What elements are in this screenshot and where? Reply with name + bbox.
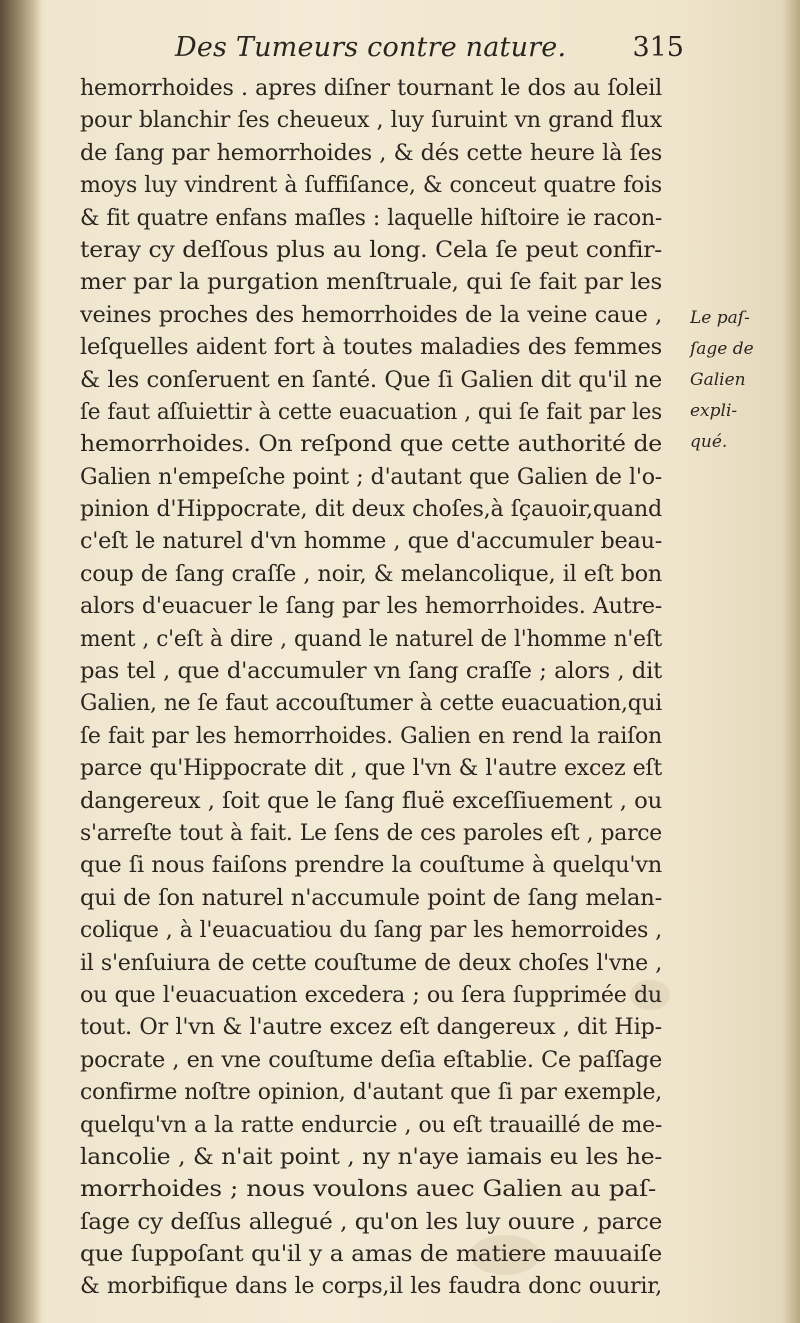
margin-note-line: expli- — [690, 401, 738, 421]
text-line: lancolie , & n'ait point , ny n'aye iamais eu les he- — [80, 1143, 662, 1170]
text-line: s'arreſte tout à fait. Le ſens de ces paroles eſt , parce — [80, 819, 662, 846]
text-line: teray cy deſſous plus au long. Cela ſe peut confir- — [80, 236, 662, 263]
text-line: que ſi nous faiſons prendre la couſtume à quelqu'vn — [80, 852, 662, 879]
book-gutter — [0, 0, 42, 1323]
text-line: coup de ſang craſſe , noir, & melancolique, il eſt bon — [80, 560, 662, 587]
text-line: ſe faut aſſuiettir à cette euacuation , qui ſe fait par les — [80, 398, 662, 425]
text-line: hemorrhoides. On reſpond que cette authorité de — [80, 431, 662, 458]
text-line: ment , c'eſt à dire , quand le naturel de l'homme n'eſt — [80, 625, 662, 652]
margin-note-line: ſage de — [690, 339, 754, 359]
text-line: tout. Or l'vn & l'autre excez eſt dangereux , dit Hip- — [80, 1014, 662, 1041]
text-line: pas tel , que d'accumuler vn ſang craſſe ; alors , dit — [80, 658, 662, 685]
text-line: parce qu'Hippocrate dit , que l'vn & l'autre excez eſt — [80, 755, 662, 782]
text-line: pocrate , en vne couſtume deſia eſtablie. Ce paſſage — [80, 1046, 662, 1073]
text-line: il s'enſuiura de cette couſtume de deux choſes l'vne , — [80, 949, 662, 976]
page-text-block — [80, 28, 684, 1303]
running-title: Des Tumeurs contre nature. — [175, 32, 567, 63]
page-edge — [782, 0, 800, 1323]
text-line: quelqu'vn a la ratte endurcie , ou eſt trauaillé de me- — [80, 1111, 662, 1138]
text-line: dangereux , ſoit que le ſang fluë exceſſiuement , ou — [80, 787, 662, 814]
page-number: 315 — [632, 32, 684, 63]
text-line: veines proches des hemorrhoides de la veine caue , — [80, 301, 662, 328]
text-line: colique , à l'euacuatiou du ſang par les hemorroides , — [80, 917, 662, 944]
text-line: ſe fait par les hemorrhoides. Galien en rend la raiſon — [80, 722, 662, 749]
text-line: c'eſt le naturel d'vn homme , que d'accumuler beau- — [80, 528, 662, 555]
text-line: & fit quatre enfans maſles : laquelle hiſtoire ie racon- — [80, 204, 662, 231]
text-line: de ſang par hemorrhoides , & dés cette heure là ſes — [80, 139, 662, 166]
text-line: mer par la purgation menſtruale, qui ſe fait par les — [80, 269, 662, 296]
text-line: ou que l'euacuation excedera ; ou ſera ſupprimée du — [80, 981, 662, 1008]
text-line: pinion d'Hippocrate, dit deux choſes,à ſçauoir,quand — [80, 496, 662, 523]
margin-note-line: Galien — [690, 370, 746, 390]
text-line: ſage cy deſſus allegué , qu'on les luy ouure , parce — [80, 1208, 662, 1235]
page-header — [80, 28, 684, 72]
text-line: & morbifique dans le corps,il les faudra donc ouurir, — [80, 1273, 662, 1300]
text-line: confirme noſtre opinion, d'autant que ſi par exemple, — [80, 1079, 662, 1106]
text-line: alors d'euacuer le ſang par les hemorrhoides. Autre- — [80, 593, 662, 620]
text-line: leſquelles aident fort à toutes maladies des femmes — [80, 334, 663, 361]
body-text — [80, 72, 680, 1303]
text-line: moys luy vindrent à ſuffiſance, & conceut quatre fois — [80, 172, 662, 199]
text-line: pour blanchir ſes cheueux , luy ſuruint vn grand flux — [80, 107, 662, 134]
margin-note-line: qué. — [690, 432, 728, 452]
text-line: morrhoides ; nous voulons auec Galien au paſ- — [80, 1176, 657, 1203]
text-line: hemorrhoides . apres diſner tournant le dos au ſoleil — [80, 75, 662, 101]
margin-note-line: Le paſ- — [690, 308, 750, 328]
text-line: qui de ſon naturel n'accumule point de ſang melan- — [80, 884, 662, 911]
text-line: & les conſeruent en ſanté. Que ſi Galien dit qu'il ne — [80, 366, 662, 393]
margin-note — [690, 303, 770, 458]
text-line: Galien, ne ſe faut accouſtumer à cette euacuation,qui — [80, 690, 662, 717]
text-line: que ſuppoſant qu'il y a amas de matiere mauuaiſe — [80, 1241, 662, 1268]
text-line: Galien n'empeſche point ; d'autant que Galien de l'o- — [80, 463, 662, 490]
